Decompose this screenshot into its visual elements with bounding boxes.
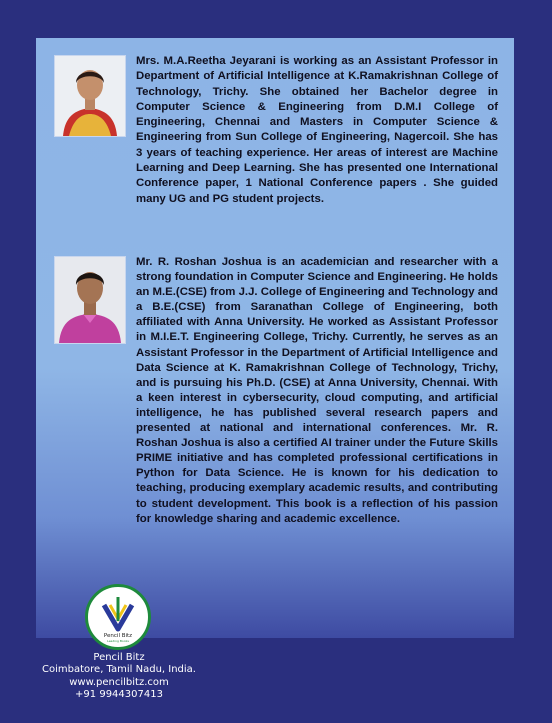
publisher-address: Coimbatore, Tamil Nadu, India.	[42, 664, 196, 676]
author-1-photo	[54, 55, 126, 137]
logo-wordmark: Pencil Bitz	[103, 633, 133, 639]
publisher-phone: +91 9944307413	[75, 688, 163, 700]
logo-tagline: Leading Books	[107, 639, 129, 643]
publisher-name: Pencil Bitz	[93, 652, 145, 663]
publisher-logo	[85, 584, 151, 650]
publisher-info	[30, 652, 208, 701]
author-2-photo	[54, 256, 126, 344]
publisher-website[interactable]: www.pencilbitz.com	[69, 676, 169, 688]
author-2-bio: Mr. R. Roshan Joshua is an academician and researcher with a strong foundation in Computer Science and Engineering. He holds an M.E.(CSE) from J.J. College of Engineering and Technology and a B.E.(CSE) from Saranathan College of Engineering, both affiliated with Anna University. He worked as Assistant Professor in M.I.E.T. Engineering College, Trichy. Currently, he serves as an Assistant Professor in the Department of Artificial Intelligence and Data Science at K. Ramakrishnan College of Technology, Trichy, and is pursuing his Ph.D. (CSE) at Anna University, Chennai. With a keen interest in cybersecurity, cloud computing, and artificial intelligence, he has published several research papers and presented at national and international conferences. Mr. R. Roshan Joshua is also a certified AI trainer under the Future Skills PRIME initiative and has completed professional certifications in Python for Data Science. He is known for his dedication to teaching, producing exemplary academic results, and contributing to student development. This book is a reflection of his passion for knowledge sharing and academic excellence.	[136, 256, 498, 525]
author-1-bio: Mrs. M.A.Reetha Jeyarani is working as an Assistant Professor in Department of Artificial Intelligence at K.Ramakrishnan College of Technology, Trichy. She obtained her Bachelor degree in Computer Science & Engineering from D.M.I College of Engineering, Chennai and Masters in Computer Science & Engineering from Sun College of Engineering, Nagercoil. She has 3 years of teaching experience. Her areas of interest are Machine Learning and Deep Learning. She has presented one International Conference paper, 1 National Conference papers . She guided many UG and PG student projects.	[136, 55, 498, 205]
